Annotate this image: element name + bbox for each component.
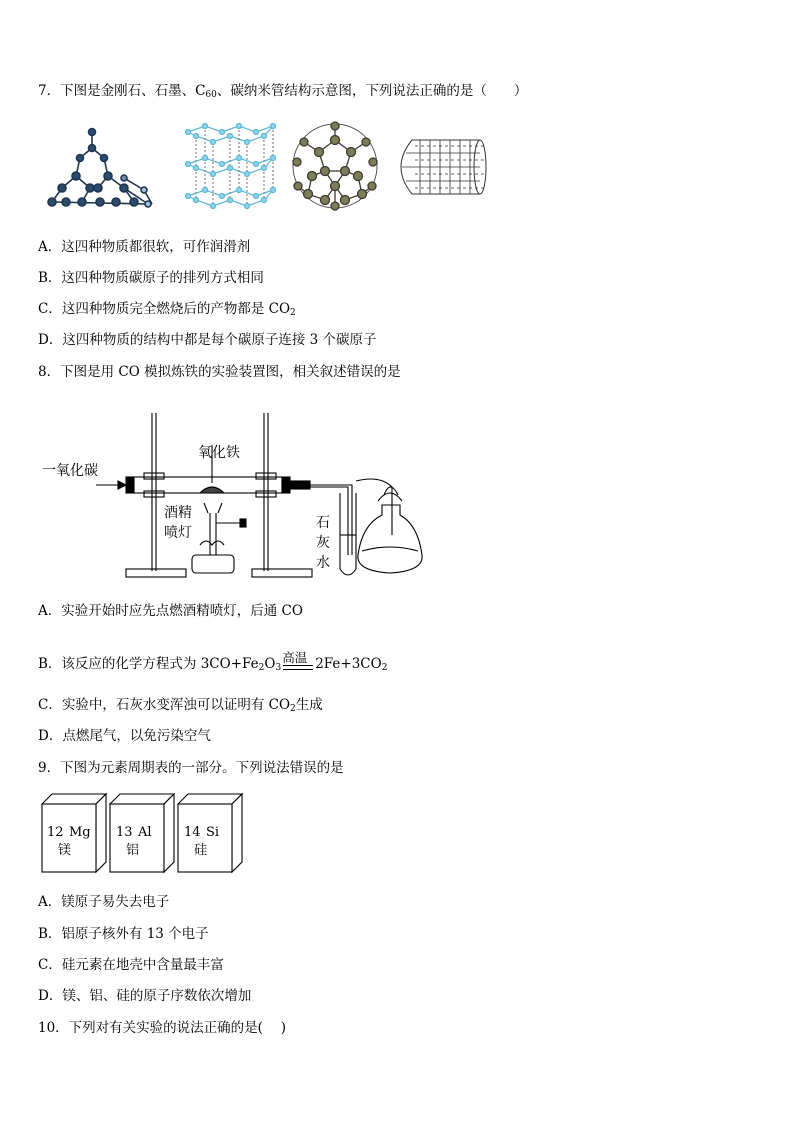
q7-option-a: A．这四种物质都很软，可作润滑剂 (38, 239, 251, 255)
carbon-nanotube-image (401, 140, 486, 194)
c60-structure-image (293, 122, 377, 210)
q8-option-c: C．实验中，石灰水变浑浊可以证明有 $CO_2$生成 (38, 697, 323, 714)
label-limewater-3: 水 (316, 555, 330, 571)
label-lamp-1: 酒精 (164, 505, 192, 521)
si-name: 硅 (194, 843, 208, 858)
carbon-allotropes-figure (40, 118, 500, 218)
tail-gas-burner (358, 505, 422, 573)
mg-symbol: Mg (69, 825, 91, 840)
al-number: 13 (116, 825, 133, 840)
al-name: 铝 (126, 843, 140, 858)
label-lamp-2: 喷灯 (164, 525, 192, 541)
graphite-structure-image (186, 124, 276, 209)
question-7-stem: 7．下图是金刚石、石墨、$C_{60}$、碳纳米管结构示意图，下列说法正确的是（ ） (38, 83, 528, 100)
iron-oxide-powder (200, 487, 224, 493)
si-number: 14 (184, 825, 201, 840)
si-symbol: Si (206, 825, 220, 840)
diamond-structure-image (48, 129, 152, 208)
q7-option-b: B．这四种物质碳原子的排列方式相同 (38, 270, 264, 286)
q7-option-c: C．这四种物质完全燃烧后的产物都是 $CO_2$ (38, 301, 296, 318)
question-9-stem: 9．下图为元素周期表的一部分。下列说法错误的是 (38, 760, 344, 776)
q9-option-b: B．铝原子核外有 13 个电子 (38, 926, 209, 942)
label-limewater-2: 灰 (316, 535, 330, 551)
q9-option-d: D．镁、铝、硅的原子序数依次增加 (38, 988, 252, 1004)
label-limewater-1: 石 (316, 515, 330, 531)
alcohol-blast-lamp (192, 555, 234, 573)
q8-option-a: A．实验开始时应先点燃酒精喷灯，后通 CO (38, 603, 303, 619)
mg-name: 镁 (58, 843, 72, 858)
q9-option-c: C．硅元素在地壳中含量最丰富 (38, 957, 224, 973)
q9-option-a: A．镁原子易失去电子 (38, 894, 170, 910)
al-symbol: Al (138, 825, 152, 840)
question-10-stem: 10．下列对有关实验的说法正确的是( ) (38, 1020, 287, 1036)
mg-number: 12 (47, 825, 64, 840)
q8-option-d: D．点燃尾气，以免污染空气 (38, 728, 211, 744)
label-iron-oxide: 氧化铁 (198, 445, 240, 461)
right-stand-base (252, 569, 312, 577)
periodic-table-fragment (40, 792, 250, 876)
label-carbon-monoxide: 一氧化碳 (42, 463, 98, 479)
co-iron-smelting-apparatus (40, 405, 430, 583)
q7-option-d: D．这四种物质的结构中都是每个碳原子连接 3 个碳原子 (38, 332, 377, 348)
question-8-stem: 8．下图是用 CO 模拟炼铁的实验装置图，相关叙述错误的是 (38, 364, 401, 380)
